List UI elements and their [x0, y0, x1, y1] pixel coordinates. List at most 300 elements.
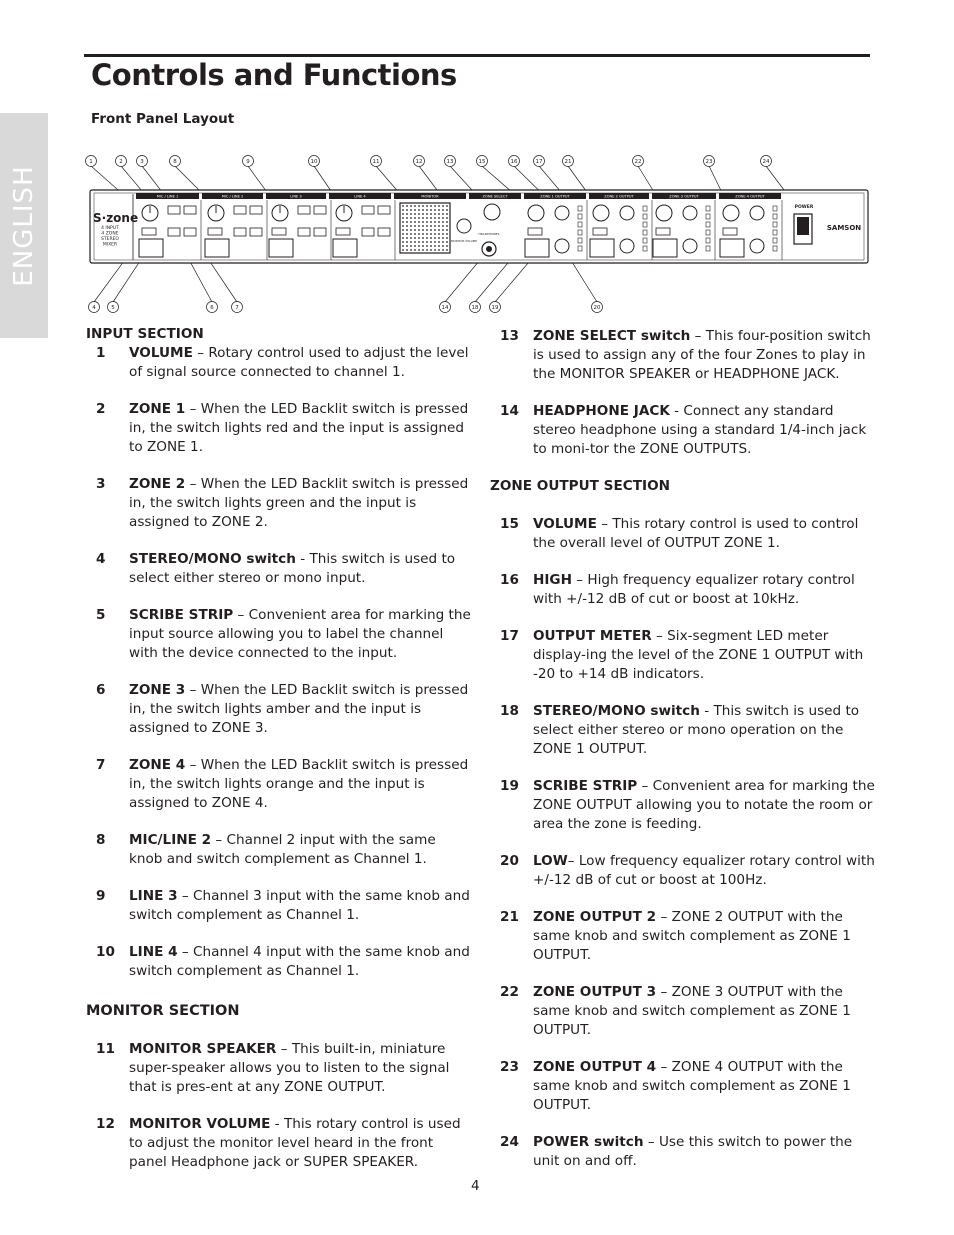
speaker-hole — [434, 233, 436, 235]
zone-volume-knob — [723, 205, 739, 221]
callout-number: 5 — [111, 305, 115, 312]
output-meter-led — [773, 230, 777, 235]
speaker-hole — [434, 205, 436, 207]
item-number: 8 — [96, 832, 106, 848]
callout-number: 20 — [593, 305, 601, 312]
speaker-hole — [402, 233, 404, 235]
item-description: – Channel 2 input with the same knob and switch complement as Channel 1. — [129, 832, 436, 867]
list-item — [490, 983, 875, 1040]
speaker-hole — [438, 245, 440, 247]
item-number: 15 — [500, 516, 519, 532]
zone-stereo-mono-switch — [528, 228, 542, 235]
output-meter-led — [706, 222, 710, 227]
speaker-hole — [446, 245, 448, 247]
zone-assign-switch — [250, 228, 262, 236]
speaker-hole — [414, 225, 416, 227]
item-term: LINE 4 — [129, 944, 178, 960]
speaker-hole — [442, 229, 444, 231]
item-term: MONITOR SPEAKER — [129, 1041, 277, 1057]
list-item — [86, 887, 471, 925]
section-header-label: ZONE 4 OUTPUT — [735, 194, 765, 199]
section-header-label: MIC / LINE 2 — [221, 194, 244, 199]
speaker-hole — [406, 205, 408, 207]
speaker-hole — [438, 225, 440, 227]
speaker-hole — [434, 237, 436, 239]
speaker-hole — [426, 221, 428, 223]
speaker-hole — [418, 237, 420, 239]
speaker-hole — [430, 245, 432, 247]
speaker-hole — [442, 221, 444, 223]
item-term: ZONE OUTPUT 2 — [533, 909, 657, 925]
output-meter-led — [773, 214, 777, 219]
stereo-mono-switch — [272, 228, 286, 235]
section-header-label: MONITOR — [421, 194, 439, 199]
speaker-hole — [430, 221, 432, 223]
output-meter-led — [706, 230, 710, 235]
zone-assign-switch — [362, 228, 374, 236]
speaker-hole — [438, 229, 440, 231]
speaker-hole — [406, 213, 408, 215]
callout-number: 1 — [89, 159, 93, 166]
item-description: – Convenient area for marking the input source allowing you to label the channel with the device connected to the input. — [129, 607, 471, 661]
left-column — [86, 325, 471, 1172]
speaker-hole — [418, 229, 420, 231]
speaker-hole — [418, 241, 420, 243]
output-meter-led — [643, 230, 647, 235]
speaker-hole — [410, 241, 412, 243]
speaker-hole — [442, 213, 444, 215]
input-section-heading: INPUT SECTION — [86, 326, 204, 342]
speaker-hole — [426, 217, 428, 219]
front-panel-subhead: Front Panel Layout — [91, 111, 235, 127]
zone-assign-switch — [314, 206, 326, 214]
front-panel-diagram — [84, 150, 874, 320]
speaker-hole — [414, 233, 416, 235]
output-meter-led — [643, 206, 647, 211]
item-number: 19 — [500, 778, 519, 794]
speaker-hole — [406, 217, 408, 219]
stereo-mono-switch — [208, 228, 222, 235]
speaker-hole — [422, 229, 424, 231]
speaker-hole — [446, 205, 448, 207]
item-term: VOLUME — [533, 516, 597, 532]
item-term: POWER switch — [533, 1134, 644, 1150]
power-rocker — [797, 217, 809, 235]
item-description: – This rotary control is used to control the overall level of OUTPUT ZONE 1. — [533, 516, 859, 551]
speaker-hole — [414, 241, 416, 243]
scribe-strip — [333, 239, 357, 257]
speaker-hole — [434, 249, 436, 251]
speaker-hole — [446, 233, 448, 235]
speaker-hole — [422, 225, 424, 227]
speaker-hole — [438, 233, 440, 235]
scribe-strip — [269, 239, 293, 257]
speaker-hole — [446, 229, 448, 231]
speaker-hole — [442, 241, 444, 243]
speaker-hole — [410, 209, 412, 211]
list-item — [86, 943, 471, 981]
speaker-hole — [442, 237, 444, 239]
item-description: – Channel 4 input with the same knob and switch complement as Channel 1. — [129, 944, 470, 979]
speaker-hole — [434, 217, 436, 219]
zone-assign-switch — [314, 228, 326, 236]
callout-number: 10 — [310, 159, 318, 166]
low-eq-knob — [683, 239, 697, 253]
language-tab — [0, 113, 48, 338]
item-number: 3 — [96, 476, 106, 492]
speaker-hole — [438, 209, 440, 211]
speaker-hole — [422, 209, 424, 211]
speaker-hole — [418, 205, 420, 207]
speaker-hole — [414, 209, 416, 211]
speaker-hole — [422, 205, 424, 207]
item-term: OUTPUT METER — [533, 628, 652, 644]
headphone-jack-hole — [486, 246, 492, 252]
list-item — [490, 702, 875, 759]
zone-output-list — [490, 515, 875, 1171]
speaker-hole — [430, 205, 432, 207]
list-item — [86, 550, 471, 588]
list-item — [490, 777, 875, 834]
speaker-hole — [402, 237, 404, 239]
output-meter-led — [706, 246, 710, 251]
zone-volume-knob — [593, 205, 609, 221]
speaker-hole — [434, 241, 436, 243]
list-item — [490, 908, 875, 965]
zone-scribe-strip — [720, 239, 744, 257]
speaker-hole — [410, 237, 412, 239]
list-item — [86, 1040, 471, 1097]
item-number: 23 — [500, 1059, 519, 1075]
section-header-label: LINE 3 — [290, 194, 302, 199]
speaker-hole — [430, 225, 432, 227]
speaker-hole — [402, 249, 404, 251]
item-description: – This four-position switch is used to assign any of the four Zones to play in the MONITOR SPEAKER or HEADPHONE JACK. — [533, 328, 871, 382]
item-number: 6 — [96, 682, 106, 698]
speaker-hole — [406, 241, 408, 243]
speaker-hole — [418, 221, 420, 223]
speaker-hole — [430, 241, 432, 243]
item-number: 7 — [96, 757, 106, 773]
item-number: 17 — [500, 628, 519, 644]
callout-number: 23 — [705, 159, 713, 166]
speaker-hole — [434, 245, 436, 247]
callout-number: 11 — [372, 159, 380, 166]
section-header-label: ZONE 3 OUTPUT — [669, 194, 699, 199]
item-description: – Convenient area for marking the ZONE OUTPUT allowing you to notate the room or area the zone is feeding. — [533, 778, 875, 832]
speaker-hole — [406, 221, 408, 223]
scribe-strip — [139, 239, 163, 257]
item-term: STEREO/MONO switch — [129, 551, 296, 567]
speaker-hole — [434, 221, 436, 223]
output-meter-led — [578, 246, 582, 251]
item-term: MIC/LINE 2 — [129, 832, 212, 848]
item-number: 16 — [500, 572, 519, 588]
speaker-hole — [430, 217, 432, 219]
speaker-hole — [422, 221, 424, 223]
item-term: MONITOR VOLUME — [129, 1116, 271, 1132]
zone-output-section-heading: ZONE OUTPUT SECTION — [490, 478, 670, 494]
speaker-hole — [406, 225, 408, 227]
speaker-hole — [418, 249, 420, 251]
item-description: – Use this switch to power the unit on and off. — [533, 1134, 853, 1169]
item-description: – This built-in, miniature super-speaker allows you to listen to the signal that is pres-ent at any ZONE OUTPUT. — [129, 1041, 450, 1095]
model-label: STEREO — [101, 237, 119, 242]
speaker-hole — [418, 225, 420, 227]
output-meter-led — [578, 206, 582, 211]
speaker-hole — [410, 229, 412, 231]
item-term: ZONE 3 — [129, 682, 186, 698]
item-number: 13 — [500, 328, 519, 344]
speaker-hole — [410, 225, 412, 227]
speaker-hole — [402, 213, 404, 215]
speaker-hole — [426, 205, 428, 207]
speaker-hole — [422, 213, 424, 215]
speaker-hole — [418, 245, 420, 247]
zone-scribe-strip — [525, 239, 549, 257]
output-meter-led — [578, 214, 582, 219]
item-number: 10 — [96, 944, 115, 960]
speaker-hole — [418, 213, 420, 215]
speaker-hole — [446, 217, 448, 219]
output-meter-led — [773, 246, 777, 251]
speaker-hole — [406, 233, 408, 235]
speaker-hole — [426, 249, 428, 251]
speaker-hole — [414, 229, 416, 231]
item-term: ZONE SELECT switch — [533, 328, 691, 344]
list-item — [490, 571, 875, 609]
zone-assign-switch — [234, 228, 246, 236]
callout-number: 7 — [235, 305, 239, 312]
speaker-hole — [422, 249, 424, 251]
speaker-hole — [438, 205, 440, 207]
item-description: – When the LED Backlit switch is pressed in, the switch lights amber and the input is assigned to ZONE 3. — [129, 682, 469, 736]
speaker-hole — [410, 245, 412, 247]
zone-assign-switch — [184, 206, 196, 214]
item-description: – When the LED Backlit switch is pressed in, the switch lights red and the input is assigned to ZONE 1. — [129, 401, 469, 455]
speaker-hole — [446, 225, 448, 227]
speaker-hole — [442, 245, 444, 247]
output-meter-led — [643, 222, 647, 227]
item-number: 4 — [96, 551, 106, 567]
item-description: - This switch is used to select either stereo or mono operation on the ZONE 1 OUTPUT. — [533, 703, 860, 757]
section-header-label: LINE 4 — [354, 194, 366, 199]
list-item — [490, 627, 875, 684]
item-term: ZONE 4 — [129, 757, 186, 773]
item-number: 5 — [96, 607, 106, 623]
zone-scribe-strip — [653, 239, 677, 257]
callout-number: 9 — [246, 159, 250, 166]
output-meter-led — [706, 238, 710, 243]
speaker-hole — [426, 245, 428, 247]
speaker-hole — [422, 241, 424, 243]
item-description: – Rotary control used to adjust the level of signal source connected to channel 1. — [129, 345, 469, 380]
callout-number: 2 — [119, 159, 123, 166]
maker-logo: SAMSON — [826, 224, 862, 232]
list-item — [490, 1133, 875, 1171]
item-term: SCRIBE STRIP — [533, 778, 638, 794]
low-eq-knob — [620, 239, 634, 253]
zone-assign-switch — [234, 206, 246, 214]
monitor-volume-knob — [457, 219, 471, 233]
speaker-hole — [430, 237, 432, 239]
section-header-label: ZONE SELECT — [482, 194, 508, 199]
zone-assign-switch — [168, 228, 180, 236]
item-description: - This switch is used to select either stereo or mono input. — [129, 551, 456, 586]
item-term: ZONE 1 — [129, 401, 186, 417]
model-label: 4 INPUT — [101, 226, 119, 231]
speaker-hole — [414, 249, 416, 251]
item-description: - This rotary control is used to adjust the monitor level heard in the front panel Headphone jack or SUPER SPEAKER. — [129, 1116, 461, 1170]
item-number: 12 — [96, 1116, 115, 1132]
speaker-hole — [442, 209, 444, 211]
zone-stereo-mono-switch — [656, 228, 670, 235]
section-header-label: ZONE 2 OUTPUT — [604, 194, 634, 199]
item-number: 21 — [500, 909, 519, 925]
item-description: – Channel 3 input with the same knob and switch complement as Channel 1. — [129, 888, 470, 923]
item-number: 2 — [96, 401, 106, 417]
item-number: 18 — [500, 703, 519, 719]
item-description: – Six-segment LED meter display-ing the level of the ZONE 1 OUTPUT with -20 to +14 dB indicators. — [533, 628, 864, 682]
speaker-hole — [410, 213, 412, 215]
power-label: POWER — [794, 205, 814, 210]
speaker-hole — [402, 217, 404, 219]
item-term: HEADPHONE JACK — [533, 403, 670, 419]
item-term: ZONE 2 — [129, 476, 186, 492]
speaker-hole — [402, 245, 404, 247]
high-eq-knob — [555, 206, 569, 220]
speaker-hole — [426, 237, 428, 239]
callout-number: 16 — [510, 159, 518, 166]
callout-number: 3 — [140, 159, 144, 166]
item-term: ZONE OUTPUT 4 — [533, 1059, 657, 1075]
item-description: – When the LED Backlit switch is pressed in, the switch lights green and the input is assigned to ZONE 2. — [129, 476, 469, 530]
item-description: – ZONE 3 OUTPUT with the same knob and switch complement as ZONE 1 OUTPUT. — [533, 984, 851, 1038]
item-description: – When the LED Backlit switch is pressed in, the switch lights orange and the input is assigned to ZONE 4. — [129, 757, 469, 811]
zone-assign-switch — [362, 206, 374, 214]
high-eq-knob — [620, 206, 634, 220]
speaker-hole — [442, 217, 444, 219]
output-meter-led — [643, 246, 647, 251]
zone-assign-switch — [298, 228, 310, 236]
zone-assign-switch — [378, 206, 390, 214]
speaker-hole — [410, 217, 412, 219]
list-item — [86, 400, 471, 457]
item-term: ZONE OUTPUT 3 — [533, 984, 657, 1000]
speaker-hole — [418, 233, 420, 235]
callout-number: 21 — [564, 159, 572, 166]
speaker-hole — [422, 237, 424, 239]
callout-number: 13 — [446, 159, 454, 166]
speaker-hole — [434, 213, 436, 215]
speaker-hole — [406, 237, 408, 239]
speaker-hole — [406, 209, 408, 211]
item-description: – Low frequency equalizer rotary control with +/-12 dB of cut or boost at 100Hz. — [533, 853, 875, 888]
speaker-hole — [414, 221, 416, 223]
list-item — [86, 1115, 471, 1172]
speaker-hole — [438, 241, 440, 243]
item-term: HIGH — [533, 572, 572, 588]
zone-assign-switch — [378, 228, 390, 236]
item-term: STEREO/MONO switch — [533, 703, 700, 719]
callout-number: 4 — [92, 305, 96, 312]
list-item — [86, 756, 471, 813]
speaker-hole — [422, 217, 424, 219]
item-number: 9 — [96, 888, 106, 904]
low-eq-knob — [555, 239, 569, 253]
speaker-hole — [438, 249, 440, 251]
speaker-hole — [438, 217, 440, 219]
callout-number: 6 — [210, 305, 214, 312]
speaker-hole — [422, 245, 424, 247]
item-description: – ZONE 4 OUTPUT with the same knob and switch complement as ZONE 1 OUTPUT. — [533, 1059, 851, 1113]
item-number: 14 — [500, 403, 519, 419]
speaker-hole — [430, 209, 432, 211]
speaker-hole — [442, 249, 444, 251]
high-eq-knob — [750, 206, 764, 220]
speaker-hole — [438, 237, 440, 239]
item-number: 1 — [96, 345, 106, 361]
list-item — [490, 852, 875, 890]
item-description: – High frequency equalizer rotary control with +/-12 dB of cut or boost at 10kHz. — [533, 572, 855, 607]
page-title: Controls and Functions — [91, 58, 457, 92]
output-meter-led — [578, 238, 582, 243]
monitor-section-list — [86, 1040, 471, 1172]
stereo-mono-switch — [142, 228, 156, 235]
item-description: - Connect any standard stereo headphone using a standard 1/4-inch jack to moni-tor the ZONE OUTPUTS. — [533, 403, 867, 457]
speaker-hole — [434, 225, 436, 227]
item-term: SCRIBE STRIP — [129, 607, 234, 623]
speaker-hole — [406, 229, 408, 231]
output-meter-led — [773, 238, 777, 243]
input-section-list — [86, 344, 471, 981]
speaker-hole — [426, 213, 428, 215]
speaker-hole — [406, 245, 408, 247]
output-meter-led — [643, 214, 647, 219]
speaker-hole — [402, 209, 404, 211]
callout-number: 24 — [762, 159, 770, 166]
output-meter-led — [643, 238, 647, 243]
callout-number: 8 — [173, 159, 177, 166]
callout-number: 15 — [478, 159, 486, 166]
zone-select-list — [490, 327, 875, 459]
speaker-hole — [442, 205, 444, 207]
speaker-hole — [438, 213, 440, 215]
speaker-hole — [402, 221, 404, 223]
item-term: LOW — [533, 853, 568, 869]
speaker-hole — [446, 237, 448, 239]
list-item — [86, 606, 471, 663]
speaker-hole — [426, 225, 428, 227]
speaker-hole — [410, 205, 412, 207]
zone-stereo-mono-switch — [593, 228, 607, 235]
speaker-hole — [402, 229, 404, 231]
speaker-hole — [402, 241, 404, 243]
speaker-hole — [426, 233, 428, 235]
speaker-hole — [414, 213, 416, 215]
page-number: 4 — [471, 1178, 480, 1194]
speaker-hole — [414, 237, 416, 239]
headphones-label: HEADPHONES — [478, 232, 500, 236]
item-term: VOLUME — [129, 345, 193, 361]
speaker-hole — [446, 241, 448, 243]
speaker-hole — [414, 245, 416, 247]
callout-number: 19 — [491, 305, 499, 312]
speaker-hole — [418, 217, 420, 219]
speaker-hole — [430, 229, 432, 231]
list-item — [490, 327, 875, 384]
speaker-hole — [442, 233, 444, 235]
